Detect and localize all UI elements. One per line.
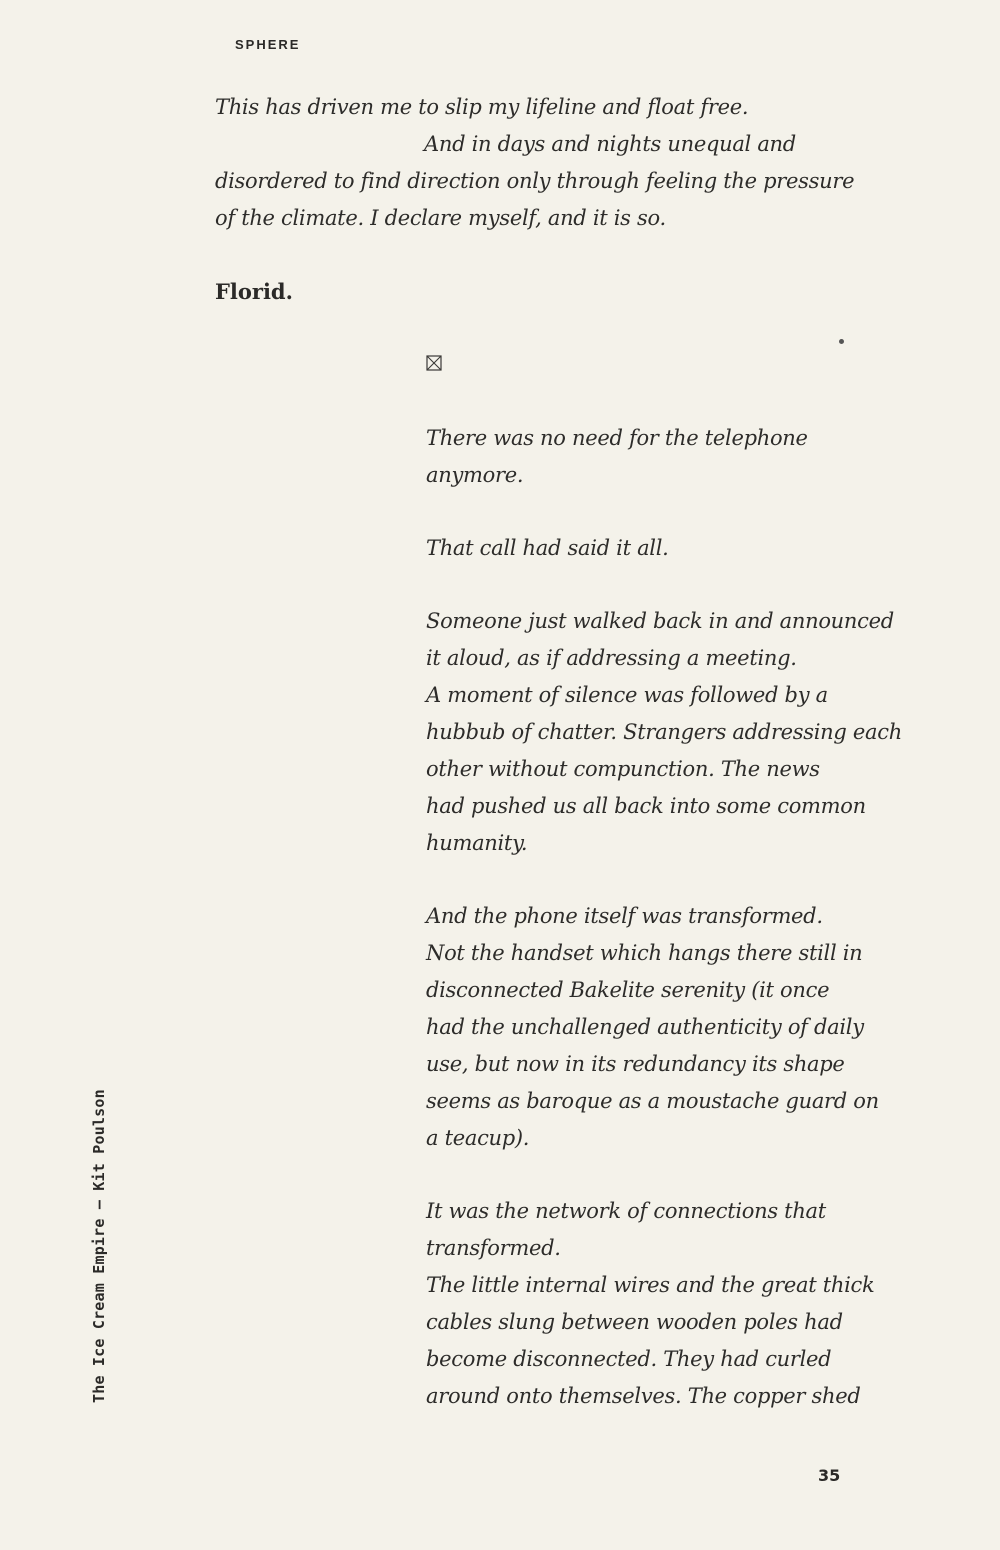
text-line: It was the network of connections that <box>426 1199 826 1223</box>
text-line: humanity. <box>426 831 528 855</box>
text-line: The little internal wires and the great thick <box>426 1273 875 1297</box>
text-line: had pushed us all back into some common <box>426 794 866 818</box>
intro-line: disordered to find direction only through feeling the pressure <box>215 169 855 193</box>
text-line: Not the handset which hangs there still in <box>426 941 863 965</box>
running-head: SPHERE <box>235 37 301 52</box>
paragraph <box>426 1193 946 1415</box>
florid-heading: Florid. <box>215 279 293 304</box>
spine-title: The Ice Cream Empire – Kit Poulson <box>90 1089 108 1403</box>
paragraph <box>426 603 946 862</box>
boxed-x-icon <box>426 355 442 371</box>
paragraph <box>426 898 946 1157</box>
text-line: anymore. <box>426 463 524 487</box>
text-line: a teacup). <box>426 1126 530 1150</box>
text-line: There was no need for the telephone <box>426 426 808 450</box>
text-line: other without compunction. The news <box>426 757 820 781</box>
text-line: disconnected Bakelite serenity (it once <box>426 978 830 1002</box>
text-line: A moment of silence was followed by a <box>426 683 828 707</box>
paragraph <box>426 420 946 494</box>
text-line: Someone just walked back in and announced <box>426 609 894 633</box>
text-line: around onto themselves. The copper shed <box>426 1384 861 1408</box>
text-line: become disconnected. They had curled <box>426 1347 832 1371</box>
text-line: seems as baroque as a moustache guard on <box>426 1089 879 1113</box>
intro-line: And in days and nights unequal and <box>424 132 796 156</box>
text-line: transformed. <box>426 1236 561 1260</box>
body-passage <box>426 420 946 1451</box>
text-line: hubbub of chatter. Strangers addressing each <box>426 720 902 744</box>
intro-line: of the climate. I declare myself, and it is so. <box>215 206 666 230</box>
text-line: it aloud, as if addressing a meeting. <box>426 646 797 670</box>
text-line: And the phone itself was transformed. <box>426 904 823 928</box>
paragraph <box>426 530 946 567</box>
text-line: cables slung between wooden poles had <box>426 1310 843 1334</box>
intro-passage <box>215 89 935 237</box>
ink-speck <box>839 339 844 344</box>
text-line: use, but now in its redundancy its shape <box>426 1052 845 1076</box>
intro-line: This has driven me to slip my lifeline and float free. <box>215 95 749 119</box>
text-line: That call had said it all. <box>426 536 669 560</box>
text-line: had the unchallenged authenticity of daily <box>426 1015 864 1039</box>
page-number: 35 <box>818 1466 841 1485</box>
